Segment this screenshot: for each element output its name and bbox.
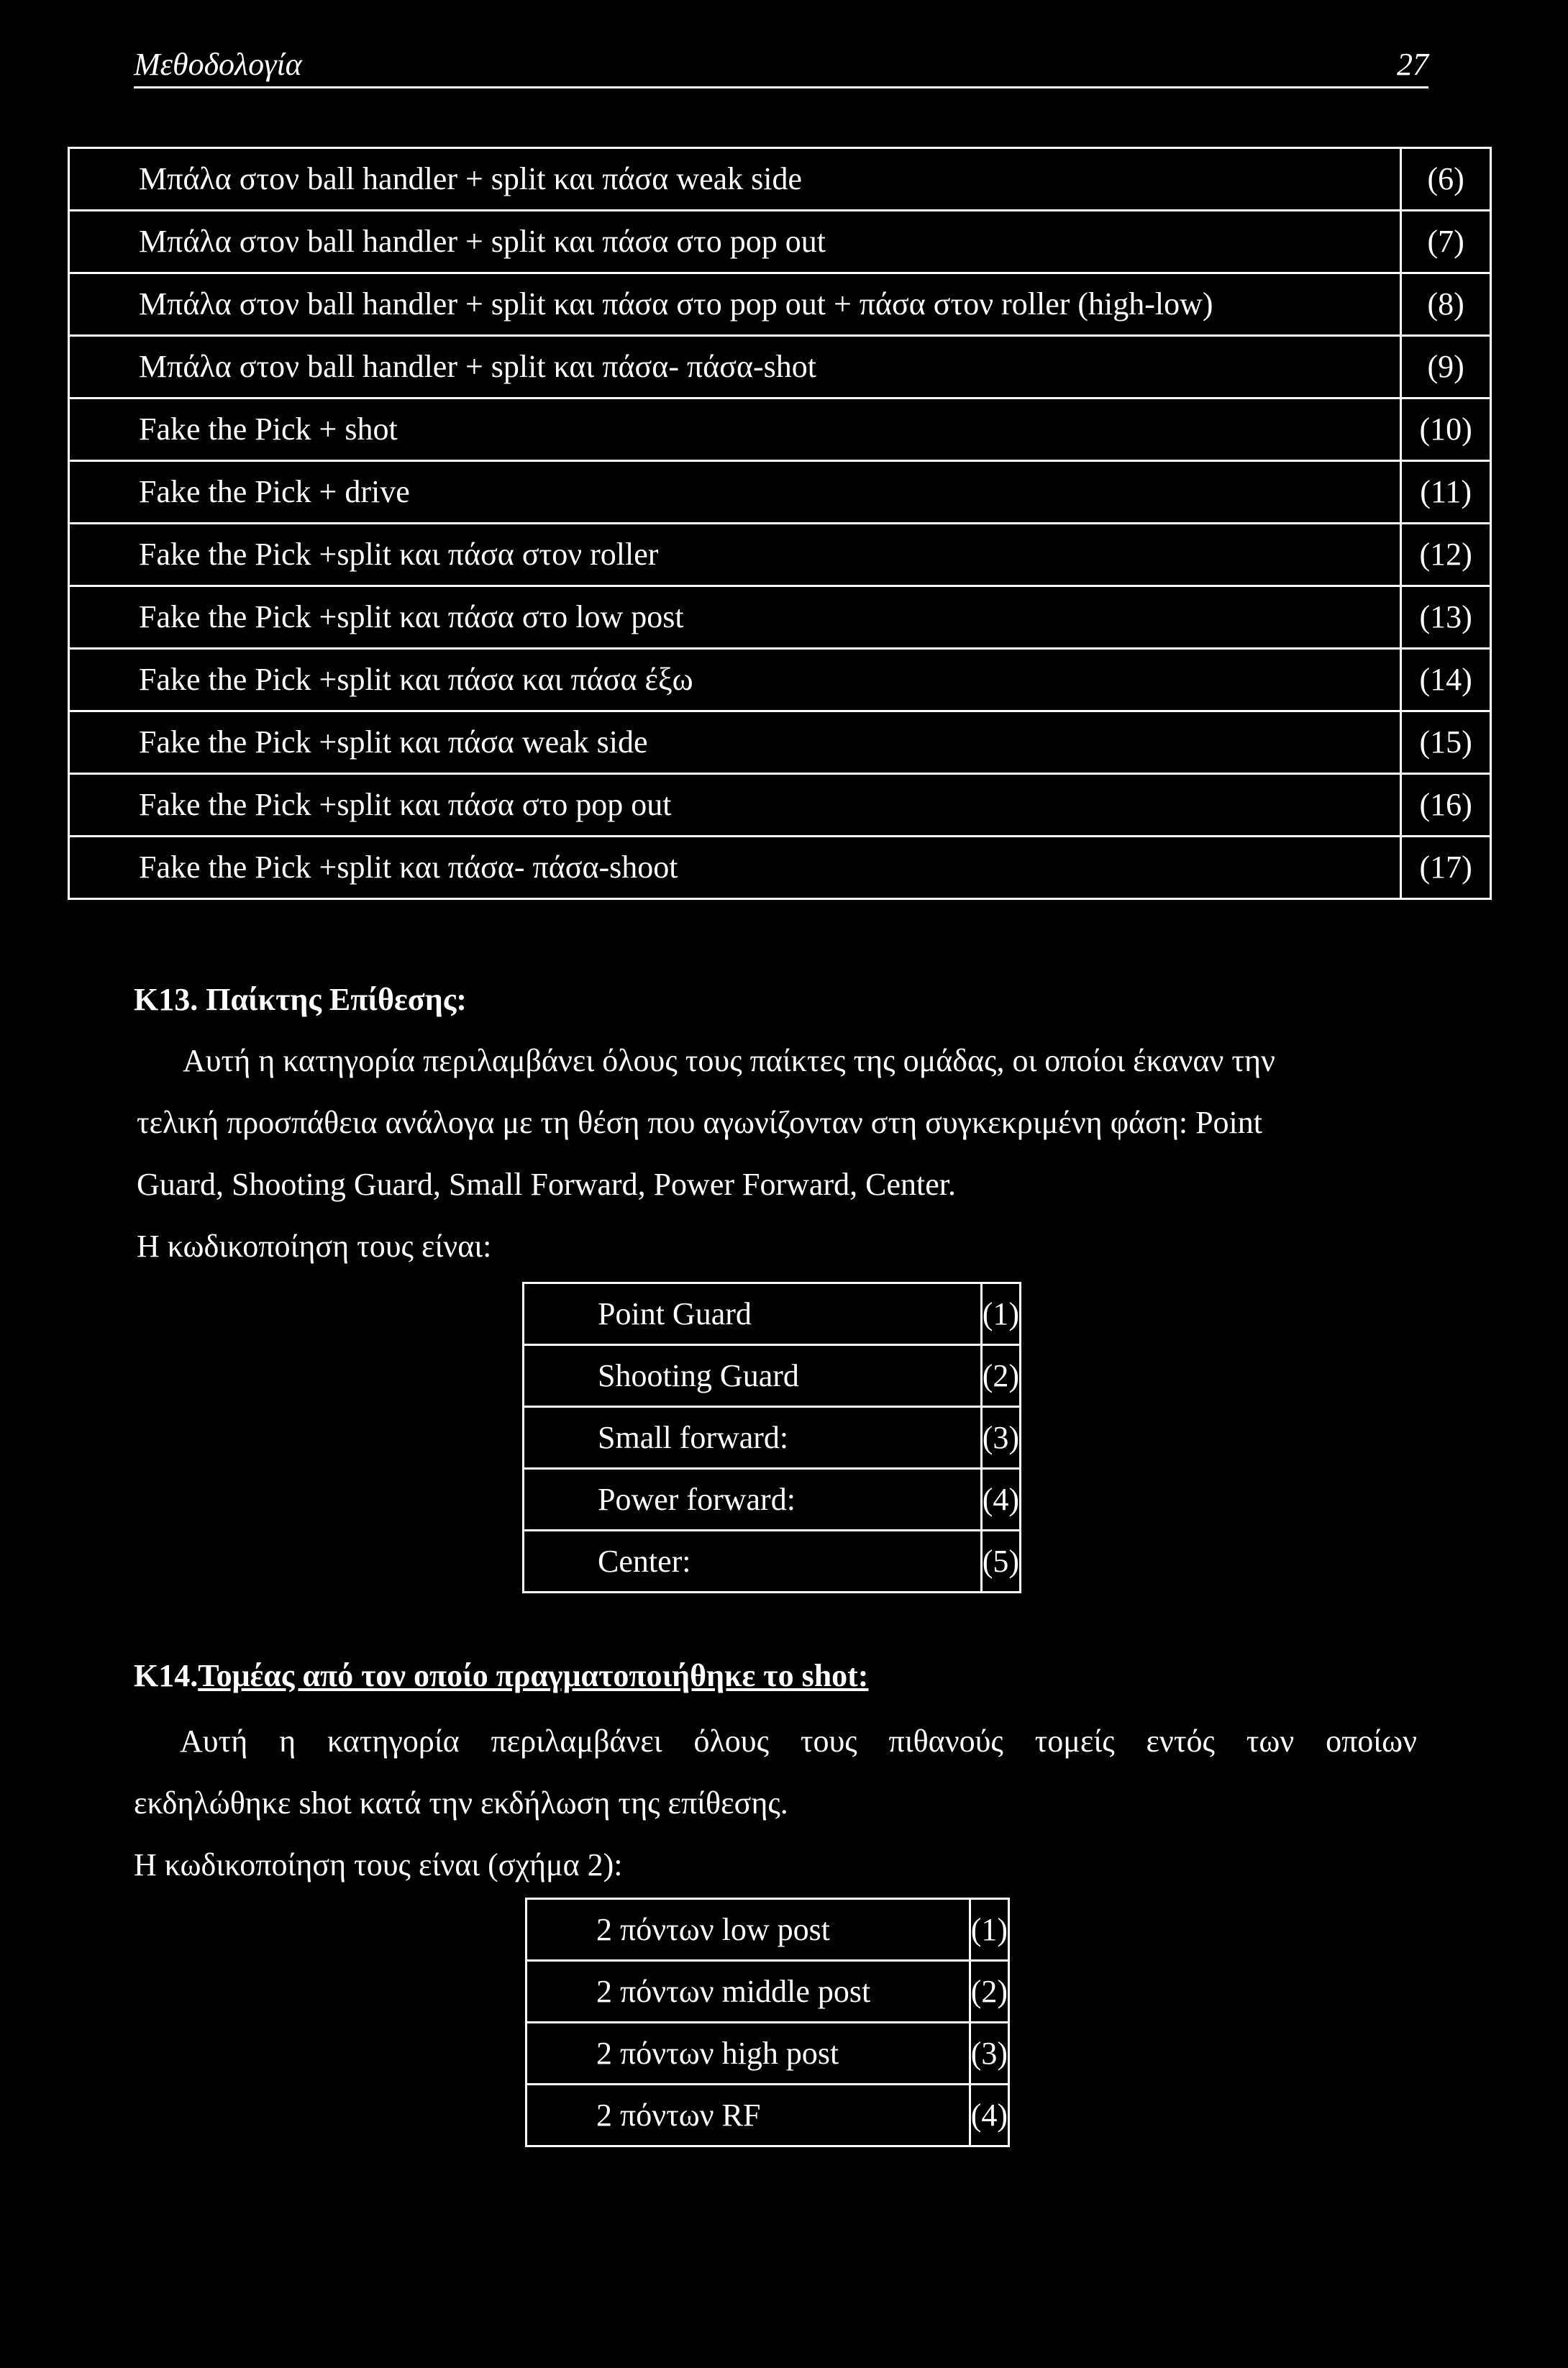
k13-heading [134,981,467,1018]
table-row [524,1407,1021,1469]
row-code: (4) [970,2085,1008,2146]
paragraph-line: τελική προσπάθεια ανάλογα με τη θέση που αγωνίζονταν στη συγκεκριμένη φάση: Point [137,1105,1263,1140]
table-row [69,586,1491,649]
row-label: Fake the Pick +split και πάσα στο pop out [69,774,1401,837]
k13-title: Παίκτης Επίθεσης: [206,982,467,1017]
row-label: Point Guard [524,1283,982,1345]
play-codes-table [68,147,1492,900]
row-label: Fake the Pick +split και πάσα weak side [69,711,1401,774]
table-row [527,1961,1009,2023]
row-code: (9) [1401,336,1491,399]
coding-intro: Η κωδικοποίηση τους είναι: [137,1229,492,1264]
row-label: Μπάλα στον ball handler + split και πάσα στο pop out [69,211,1401,273]
row-code: (4) [981,1469,1020,1531]
shot-zone-codes-table [525,1898,1010,2147]
row-code: (10) [1401,399,1491,461]
table-row [69,711,1491,774]
row-code: (6) [1401,148,1491,211]
k13-paragraph [137,1030,1431,1278]
row-code: (16) [1401,774,1491,837]
play-codes-table-body [69,148,1491,899]
page-header [134,42,1428,88]
paragraph-line: Αυτή η κατηγορία περιλαμβάνει όλους τους παίκτες της ομάδας, οι οποίοι έκαναν την [183,1043,1275,1078]
table-row [527,1899,1009,1961]
table-row [69,837,1491,899]
table-row [524,1469,1021,1531]
coding-intro: Η κωδικοποίηση τους είναι (σχήμα 2): [134,1847,623,1882]
table-row [69,336,1491,399]
row-label: Fake the Pick +split και πάσα- πάσα-shoot [69,837,1401,899]
table-row [524,1283,1021,1345]
table-row [69,524,1491,586]
row-label: Μπάλα στον ball handler + split και πάσα- πάσα-shot [69,336,1401,399]
row-label: 2 πόντων low post [527,1899,970,1961]
table-row [69,774,1491,837]
row-code: (17) [1401,837,1491,899]
k13-code: Κ13. [134,982,199,1017]
row-label: Center: [524,1531,982,1593]
row-label: 2 πόντων RF [527,2085,970,2146]
row-code: (15) [1401,711,1491,774]
row-label: Fake the Pick +split και πάσα στον roller [69,524,1401,586]
shot-zone-codes-table-body [527,1899,1009,2146]
row-label: Power forward: [524,1469,982,1531]
row-label: 2 πόντων middle post [527,1961,970,2023]
row-code: (8) [1401,273,1491,336]
player-position-codes-table-body [524,1283,1021,1593]
row-code: (2) [970,1961,1008,2023]
row-code: (1) [970,1899,1008,1961]
row-code: (13) [1401,586,1491,649]
row-code: (3) [970,2023,1008,2085]
table-row [527,2085,1009,2146]
k14-heading [134,1657,868,1694]
table-row [69,649,1491,711]
table-row [69,211,1491,273]
table-row [69,273,1491,336]
k14-paragraph [134,1711,1417,1896]
row-code: (3) [981,1407,1020,1469]
table-row [69,461,1491,524]
row-code: (7) [1401,211,1491,273]
table-row [527,2023,1009,2085]
row-label: Small forward: [524,1407,982,1469]
row-code: (14) [1401,649,1491,711]
row-label: 2 πόντων high post [527,2023,970,2085]
table-row [69,399,1491,461]
row-code: (5) [981,1531,1020,1593]
row-label: Μπάλα στον ball handler + split και πάσα στο pop out + πάσα στον roller (high-low) [69,273,1401,336]
row-code: (1) [981,1283,1020,1345]
k14-code: Κ14. [134,1658,199,1693]
row-label: Fake the Pick +split και πάσα και πάσα έξω [69,649,1401,711]
k14-title: Τομέας από τον οποίο πραγματοποιήθηκε το shot: [198,1658,869,1693]
row-code: (2) [981,1345,1020,1407]
row-code: (11) [1401,461,1491,524]
table-row [524,1531,1021,1593]
table-row [69,148,1491,211]
row-code: (12) [1401,524,1491,586]
row-label: Fake the Pick + drive [69,461,1401,524]
paragraph-line: Αυτή η κατηγορία περιλαμβάνει όλους τους πιθανούς τομείς εντός των οποίων [180,1723,1417,1759]
table-row [524,1345,1021,1407]
row-label: Shooting Guard [524,1345,982,1407]
player-position-codes-table [522,1282,1021,1593]
row-label: Μπάλα στον ball handler + split και πάσα weak side [69,148,1401,211]
page-number: 27 [1397,47,1428,82]
row-label: Fake the Pick +split και πάσα στο low post [69,586,1401,649]
running-header-title: Μεθοδολογία [134,47,302,82]
row-label: Fake the Pick + shot [69,399,1401,461]
paragraph-line: Guard, Shooting Guard, Small Forward, Power Forward, Center. [137,1167,956,1202]
paragraph-line: εκδηλώθηκε shot κατά την εκδήλωση της επίθεσης. [134,1785,788,1821]
